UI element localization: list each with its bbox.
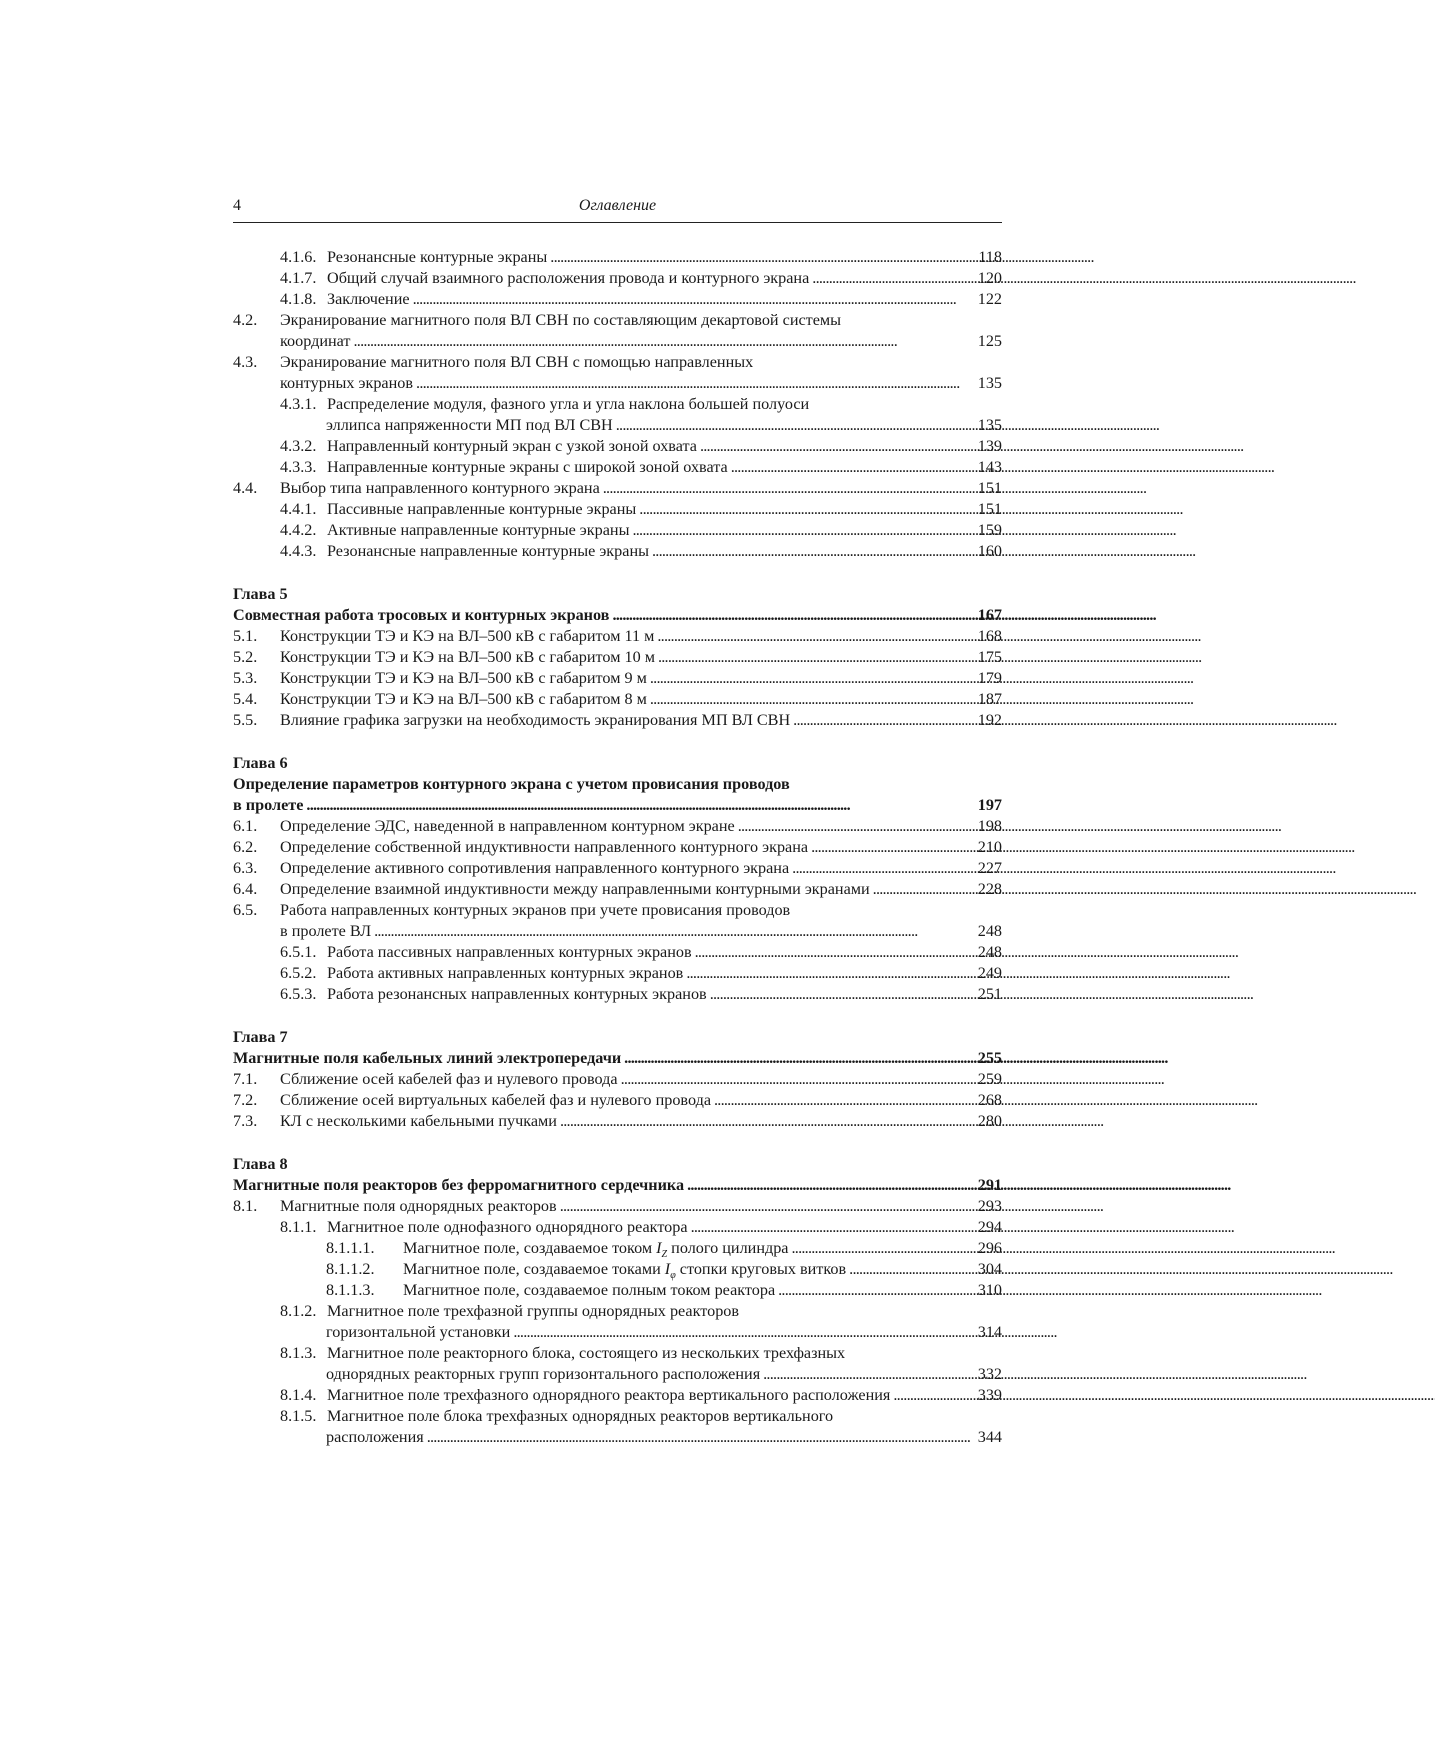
page-reference: 197 [977, 796, 1002, 814]
chapter-title-entry[interactable] [233, 1048, 1002, 1069]
entry-text: Работа активных направленных контурных экранов [327, 964, 684, 982]
toc-entry[interactable] [233, 1238, 1002, 1259]
entry-text: Конструкции ТЭ и КЭ на ВЛ–500 кВ с габаритом 9 м [280, 669, 647, 687]
toc-entry[interactable] [233, 626, 1002, 647]
page-reference: 294 [977, 1218, 1002, 1236]
section-number: 8.1.1.1. [326, 1239, 375, 1257]
dot-leader [650, 668, 975, 689]
dot-leader [612, 605, 974, 626]
page-reference: 248 [977, 922, 1002, 940]
dot-leader [686, 963, 974, 984]
dot-leader [778, 1280, 975, 1301]
toc-entry[interactable] [233, 963, 1002, 984]
entry-text-after: стопки круговых витков [675, 1260, 847, 1278]
dot-leader [658, 647, 975, 668]
entry-text: Резонансные направленные контурные экраны [327, 542, 649, 560]
section-number: 4.2. [233, 311, 258, 329]
entry-text-before: Магнитное поле, создаваемое токами [403, 1260, 665, 1278]
toc-entry[interactable] [233, 942, 1002, 963]
section-number: 4.3.1. [280, 395, 317, 413]
page-reference: 160 [977, 542, 1002, 560]
page-reference: 304 [977, 1260, 1002, 1278]
dot-leader [306, 795, 974, 816]
toc-entry[interactable] [233, 541, 1002, 562]
page-reference: 122 [977, 290, 1002, 308]
toc-entry[interactable] [233, 984, 1002, 1005]
dot-leader [695, 942, 975, 963]
toc-entry[interactable] [233, 647, 1002, 668]
section-number: 7.3. [233, 1112, 258, 1130]
entry-text: Общий случай взаимного расположения провода и контурного экрана [327, 269, 810, 287]
dot-leader [621, 1069, 975, 1090]
toc-entry[interactable] [233, 1427, 1002, 1448]
entry-text: координат [280, 332, 351, 350]
section-number: 5.3. [233, 669, 258, 687]
toc-entry[interactable] [233, 858, 1002, 879]
section-number: 5.2. [233, 648, 258, 666]
dot-leader [811, 837, 975, 858]
chapter-label [233, 1154, 1002, 1175]
section-number: 4.4.3. [280, 542, 317, 560]
page-reference: 159 [977, 521, 1002, 539]
page-reference: 293 [977, 1197, 1002, 1215]
page-reference: 198 [977, 817, 1002, 835]
dot-leader [513, 1322, 974, 1343]
entry-text: Магнитные поля однорядных реакторов [280, 1197, 557, 1215]
chapter-title-entry[interactable] [233, 795, 1002, 816]
entry-text: Направленный контурный экран с узкой зоной охвата [327, 437, 697, 455]
page-reference: 135 [977, 374, 1002, 392]
section-number: 8.1.2. [280, 1302, 317, 1320]
section-number: 6.4. [233, 880, 258, 898]
section-number: 5.4. [233, 690, 258, 708]
entry-text: Работа направленных контурных экранов при учете провисания проводов [280, 901, 791, 919]
section-number: 4.1.6. [280, 248, 317, 266]
entry-text: Влияние графика загрузки на необходимость экранирования МП ВЛ СВН [280, 711, 791, 729]
page-reference: 210 [977, 838, 1002, 856]
toc-entry[interactable] [233, 1259, 1002, 1280]
dot-leader [873, 879, 975, 900]
toc-entry[interactable] [233, 499, 1002, 520]
toc-entry[interactable] [233, 310, 1002, 331]
toc-entry[interactable] [233, 1364, 1002, 1385]
section-number: 4.1.7. [280, 269, 317, 287]
section-number: 8.1. [233, 1197, 258, 1215]
toc-entry[interactable] [233, 1069, 1002, 1090]
dot-leader [650, 689, 975, 710]
dot-leader [354, 331, 975, 352]
entry-text: Магнитные поля реакторов без ферромагнитного сердечника [233, 1176, 685, 1194]
chapter-label [233, 1027, 1002, 1048]
toc-entry[interactable] [233, 1217, 1002, 1238]
entry-text: в пролете ВЛ [280, 922, 372, 940]
dot-leader [374, 921, 975, 942]
chapter-title-entry[interactable] [233, 1175, 1002, 1196]
entry-text: в пролете [233, 796, 304, 814]
section-number: 6.2. [233, 838, 258, 856]
entry-text: Совместная работа тросовых и контурных экранов [233, 606, 610, 624]
section-number: 6.5.2. [280, 964, 317, 982]
entry-text: Определение ЭДС, наведенной в направленном контурном экране [280, 817, 735, 835]
entry-text: Работа резонансных направленных контурных экранов [327, 985, 707, 1003]
entry-text: расположения [326, 1428, 424, 1446]
chapter-label [233, 584, 1002, 605]
entry-text: Магнитные поля кабельных линий электропередачи [233, 1049, 622, 1067]
entry-text: Определение активного сопротивления направленного контурного экрана [280, 859, 790, 877]
page-reference: 332 [977, 1365, 1002, 1383]
section-number: 4.3.2. [280, 437, 317, 455]
dot-leader [849, 1259, 975, 1280]
entry-text: Конструкции ТЭ и КЭ на ВЛ–500 кВ с габаритом 10 м [280, 648, 655, 666]
entry-text: Определение собственной индуктивности направленного контурного экрана [280, 838, 809, 856]
dot-leader [560, 1111, 975, 1132]
running-header [233, 196, 1002, 223]
toc-entry[interactable] [233, 373, 1002, 394]
toc-entry[interactable] [233, 1090, 1002, 1111]
entry-text: Магнитное поле однофазного однорядного реактора [327, 1218, 688, 1236]
current-subscript: Z [661, 1249, 668, 1261]
entry-text: Направленные контурные экраны с широкой зоной охвата [327, 458, 728, 476]
toc-entry[interactable] [233, 1322, 1002, 1343]
chapter-gap [233, 1005, 1002, 1027]
toc-entry[interactable] [233, 415, 1002, 436]
entry-text: Заключение [327, 290, 410, 308]
dot-leader [416, 373, 975, 394]
page-reference: 259 [977, 1070, 1002, 1088]
toc-entry[interactable] [233, 352, 1002, 373]
page-reference: 139 [977, 437, 1002, 455]
entry-text: Магнитное поле трехфазной группы однорядных реакторов [327, 1302, 740, 1320]
page-reference: 125 [977, 332, 1002, 350]
current-symbol [656, 1239, 668, 1261]
entry-text [403, 1259, 846, 1280]
table-of-contents [233, 247, 1002, 1448]
dot-leader [657, 626, 974, 647]
page-number: 4 [233, 197, 241, 214]
toc-entry[interactable] [233, 331, 1002, 352]
section-number: 7.1. [233, 1070, 258, 1088]
dot-leader [413, 289, 975, 310]
dot-leader [763, 1364, 975, 1385]
dot-leader [687, 1175, 975, 1196]
toc-entry[interactable] [233, 247, 1002, 268]
page-reference: 268 [977, 1091, 1002, 1109]
entry-text: Экранирование магнитного поля ВЛ СВН с помощью направленных [280, 353, 754, 371]
page-reference: 255 [977, 1049, 1002, 1067]
dot-leader [632, 520, 974, 541]
chapter-gap [233, 562, 1002, 584]
page-reference: 249 [977, 964, 1002, 982]
dot-leader [691, 1217, 975, 1238]
toc-entry[interactable] [233, 478, 1002, 499]
toc-entry[interactable] [233, 457, 1002, 478]
toc-entry[interactable] [233, 1406, 1002, 1427]
toc-entry[interactable] [233, 689, 1002, 710]
section-number: 8.1.1.2. [326, 1260, 375, 1278]
entry-text: горизонтальной установки [326, 1323, 511, 1341]
dot-leader [738, 816, 975, 837]
toc-entry[interactable] [233, 710, 1002, 731]
entry-text-before: Магнитное поле, создаваемое током [403, 1239, 657, 1257]
page-reference: 291 [977, 1176, 1002, 1194]
dot-leader [550, 247, 975, 268]
chapter-title-entry[interactable] [233, 605, 1002, 626]
dot-leader [710, 984, 975, 1005]
toc-entry[interactable] [233, 394, 1002, 415]
current-symbol-letter: I [656, 1239, 662, 1257]
dot-leader [793, 710, 975, 731]
entry-text: Выбор типа направленного контурного экрана [280, 479, 600, 497]
dot-leader [812, 268, 974, 289]
chapter-label-text: Глава 7 [233, 1028, 288, 1046]
section-number: 4.4. [233, 479, 258, 497]
page-reference: 135 [977, 416, 1002, 434]
page-reference: 151 [977, 479, 1002, 497]
dot-leader [714, 1090, 975, 1111]
page-reference: 168 [977, 627, 1002, 645]
section-number: 4.4.1. [280, 500, 317, 518]
dot-leader [427, 1427, 975, 1448]
section-number: 8.1.4. [280, 1386, 317, 1404]
entry-text [403, 1238, 789, 1259]
chapter-label-text: Глава 5 [233, 585, 288, 603]
section-number: 7.2. [233, 1091, 258, 1109]
chapter-title-entry[interactable] [233, 774, 1002, 795]
section-number: 5.1. [233, 627, 258, 645]
page-reference: 314 [977, 1323, 1002, 1341]
section-number: 6.5.3. [280, 985, 317, 1003]
page-reference: 251 [977, 985, 1002, 1003]
entry-text: Конструкции ТЭ и КЭ на ВЛ–500 кВ с габаритом 8 м [280, 690, 647, 708]
chapter-gap [233, 1132, 1002, 1154]
toc-entry[interactable] [233, 921, 1002, 942]
section-number: 4.3. [233, 353, 258, 371]
current-subscript: φ [670, 1270, 676, 1282]
section-number: 6.3. [233, 859, 258, 877]
section-number: 8.1.5. [280, 1407, 317, 1425]
dot-leader [560, 1196, 975, 1217]
section-number: 6.5. [233, 901, 258, 919]
dot-leader [731, 457, 975, 478]
page-reference: 143 [977, 458, 1002, 476]
entry-text: Резонансные контурные экраны [327, 248, 548, 266]
page-reference: 227 [977, 859, 1002, 877]
entry-text: Пассивные направленные контурные экраны [327, 500, 637, 518]
dot-leader [652, 541, 975, 562]
page-reference: 192 [977, 711, 1002, 729]
section-number: 5.5. [233, 711, 258, 729]
entry-text: Магнитное поле блока трехфазных однорядных реакторов вертикального [327, 1407, 834, 1425]
page-reference: 118 [978, 248, 1002, 266]
page-reference: 167 [977, 606, 1002, 624]
dot-leader [792, 1238, 975, 1259]
dot-leader [792, 858, 975, 879]
section-number: 6.5.1. [280, 943, 317, 961]
dot-leader [624, 1048, 975, 1069]
page-reference: 179 [977, 669, 1002, 687]
toc-entry[interactable] [233, 289, 1002, 310]
entry-text: Конструкции ТЭ и КЭ на ВЛ–500 кВ с габаритом 11 м [280, 627, 655, 645]
section-number: 6.1. [233, 817, 258, 835]
entry-text: Магнитное поле трехфазного однорядного реактора вертикального расположения [327, 1386, 891, 1404]
page-reference: 310 [977, 1281, 1002, 1299]
dot-leader [700, 436, 975, 457]
page-reference: 248 [977, 943, 1002, 961]
toc-entry[interactable] [233, 1301, 1002, 1322]
toc-entry[interactable] [233, 268, 1002, 289]
page-reference: 175 [977, 648, 1002, 666]
page-reference: 187 [977, 690, 1002, 708]
page-reference: 344 [977, 1428, 1002, 1446]
chapter-label-text: Глава 8 [233, 1155, 288, 1173]
toc-entry[interactable] [233, 816, 1002, 837]
section-number: 8.1.1. [280, 1218, 317, 1236]
entry-text: Магнитное поле, создаваемое полным током реактора [403, 1281, 776, 1299]
dot-leader [603, 478, 975, 499]
entry-text: Определение взаимной индуктивности между направленными контурными экранами [280, 880, 870, 898]
toc-entry[interactable] [233, 1385, 1002, 1406]
toc-entry[interactable] [233, 668, 1002, 689]
running-title: Оглавление [578, 197, 657, 214]
entry-text: Сближение осей виртуальных кабелей фаз и нулевого провода [280, 1091, 711, 1109]
dot-leader [616, 415, 975, 436]
dot-leader [639, 499, 974, 520]
toc-entry[interactable] [233, 1196, 1002, 1217]
toc-entry[interactable] [233, 520, 1002, 541]
chapter-label [233, 753, 1002, 774]
page-reference: 339 [977, 1386, 1002, 1404]
chapter-gap [233, 731, 1002, 753]
entry-text: Магнитное поле реакторного блока, состоящего из нескольких трехфазных [327, 1344, 846, 1362]
entry-text: эллипса напряженности МП под ВЛ СВН [326, 416, 613, 434]
entry-text: Сближение осей кабелей фаз и нулевого провода [280, 1070, 618, 1088]
toc-entry[interactable] [233, 900, 1002, 921]
entry-text: Определение параметров контурного экрана с учетом провисания проводов [233, 775, 790, 793]
chapter-label-text: Глава 6 [233, 754, 288, 772]
entry-text: контурных экранов [280, 374, 414, 392]
current-symbol [664, 1260, 676, 1282]
toc-entry[interactable] [233, 1280, 1002, 1301]
section-number: 8.1.1.3. [326, 1281, 375, 1299]
entry-text-after: полого цилиндра [667, 1239, 789, 1257]
section-number: 4.4.2. [280, 521, 317, 539]
page-reference: 120 [977, 269, 1002, 287]
toc-entry[interactable] [233, 837, 1002, 858]
entry-text: Работа пассивных направленных контурных экранов [327, 943, 692, 961]
entry-text: Активные направленные контурные экраны [327, 521, 630, 539]
toc-entry[interactable] [233, 1343, 1002, 1364]
dot-leader [893, 1385, 974, 1406]
section-number: 4.3.3. [280, 458, 317, 476]
entry-text: Распределение модуля, фазного угла и угла наклона большей полуоси [327, 395, 810, 413]
page-reference: 151 [977, 500, 1002, 518]
entry-text: КЛ с несколькими кабельными пучками [280, 1112, 557, 1130]
entry-text: Экранирование магнитного поля ВЛ СВН по составляющим декартовой системы [280, 311, 842, 329]
entry-text: однорядных реакторных групп горизонтального расположения [326, 1365, 761, 1383]
page-reference: 296 [977, 1239, 1002, 1257]
toc-entry[interactable] [233, 879, 1002, 900]
toc-entry[interactable] [233, 1111, 1002, 1132]
section-number: 8.1.3. [280, 1344, 317, 1362]
toc-entry[interactable] [233, 436, 1002, 457]
page-reference: 280 [977, 1112, 1002, 1130]
current-symbol-letter: I [664, 1260, 671, 1278]
section-number: 4.1.8. [280, 290, 317, 308]
page-reference: 228 [977, 880, 1002, 898]
